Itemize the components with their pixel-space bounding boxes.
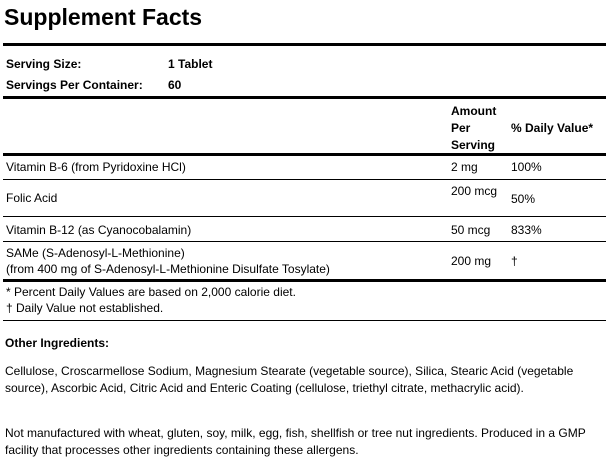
daily-value-header: % Daily Value* <box>511 121 594 135</box>
nutrient-dv: † <box>511 254 518 268</box>
amount-header-line3: Serving <box>451 138 496 152</box>
amount-header-line2: Per <box>451 121 471 135</box>
nutrient-name: Vitamin B-6 (from Pyridoxine HCl) <box>6 160 186 174</box>
nutrient-name-line2: (from 400 mg of S-Adenosyl-L-Methionine Disulfate Tosylate) <box>6 262 330 276</box>
supplement-facts-panel <box>3 43 606 321</box>
other-ingredients-heading: Other Ingredients: <box>5 336 110 350</box>
divider-thick <box>3 279 606 282</box>
nutrient-dv: 100% <box>511 160 542 174</box>
nutrient-amount: 200 mcg <box>451 184 498 198</box>
footnote-not-established: † Daily Value not established. <box>6 301 164 315</box>
nutrient-amount: 2 mg <box>451 160 478 174</box>
nutrient-amount: 50 mcg <box>451 223 491 237</box>
nutrient-amount: 200 mg <box>451 254 492 268</box>
allergen-statement: Not manufactured with wheat, gluten, soy, milk, egg, fish, shellfish or tree nut ingredients. Produced in a GMP facility that processes other ingredients containing these allergens. <box>5 426 586 457</box>
nutrient-name: Folic Acid <box>6 191 58 205</box>
nutrient-dv: 50% <box>511 192 536 206</box>
divider-thick <box>3 96 606 99</box>
row-divider <box>3 179 606 180</box>
servings-per-container-value: 60 <box>168 78 182 92</box>
servings-per-container-label: Servings Per Container: <box>6 78 143 92</box>
nutrient-name: Vitamin B-12 (as Cyanocobalamin) <box>6 223 192 237</box>
nutrient-dv: 833% <box>511 223 542 237</box>
other-ingredients-text: Cellulose, Croscarmellose Sodium, Magnesium Stearate (vegetable source), Silica, Stearic Acid (vegetable source), Ascorbic Acid, Citric Acid and Enteric Coating (cellulose, triethyl citrate, methacrylic acid). <box>5 364 574 395</box>
row-divider <box>3 216 606 217</box>
nutrient-name: SAMe (S-Adenosyl-L-Methionine) <box>6 246 185 260</box>
amount-header-line1: Amount <box>451 104 497 118</box>
divider-thick <box>3 153 606 156</box>
supplement-facts-title: Supplement Facts <box>4 4 203 30</box>
serving-size-label: Serving Size: <box>6 57 82 71</box>
serving-size-value: 1 Tablet <box>168 57 213 71</box>
row-divider <box>3 241 606 242</box>
footnote-daily-value: * Percent Daily Values are based on 2,000 calorie diet. <box>6 285 296 299</box>
